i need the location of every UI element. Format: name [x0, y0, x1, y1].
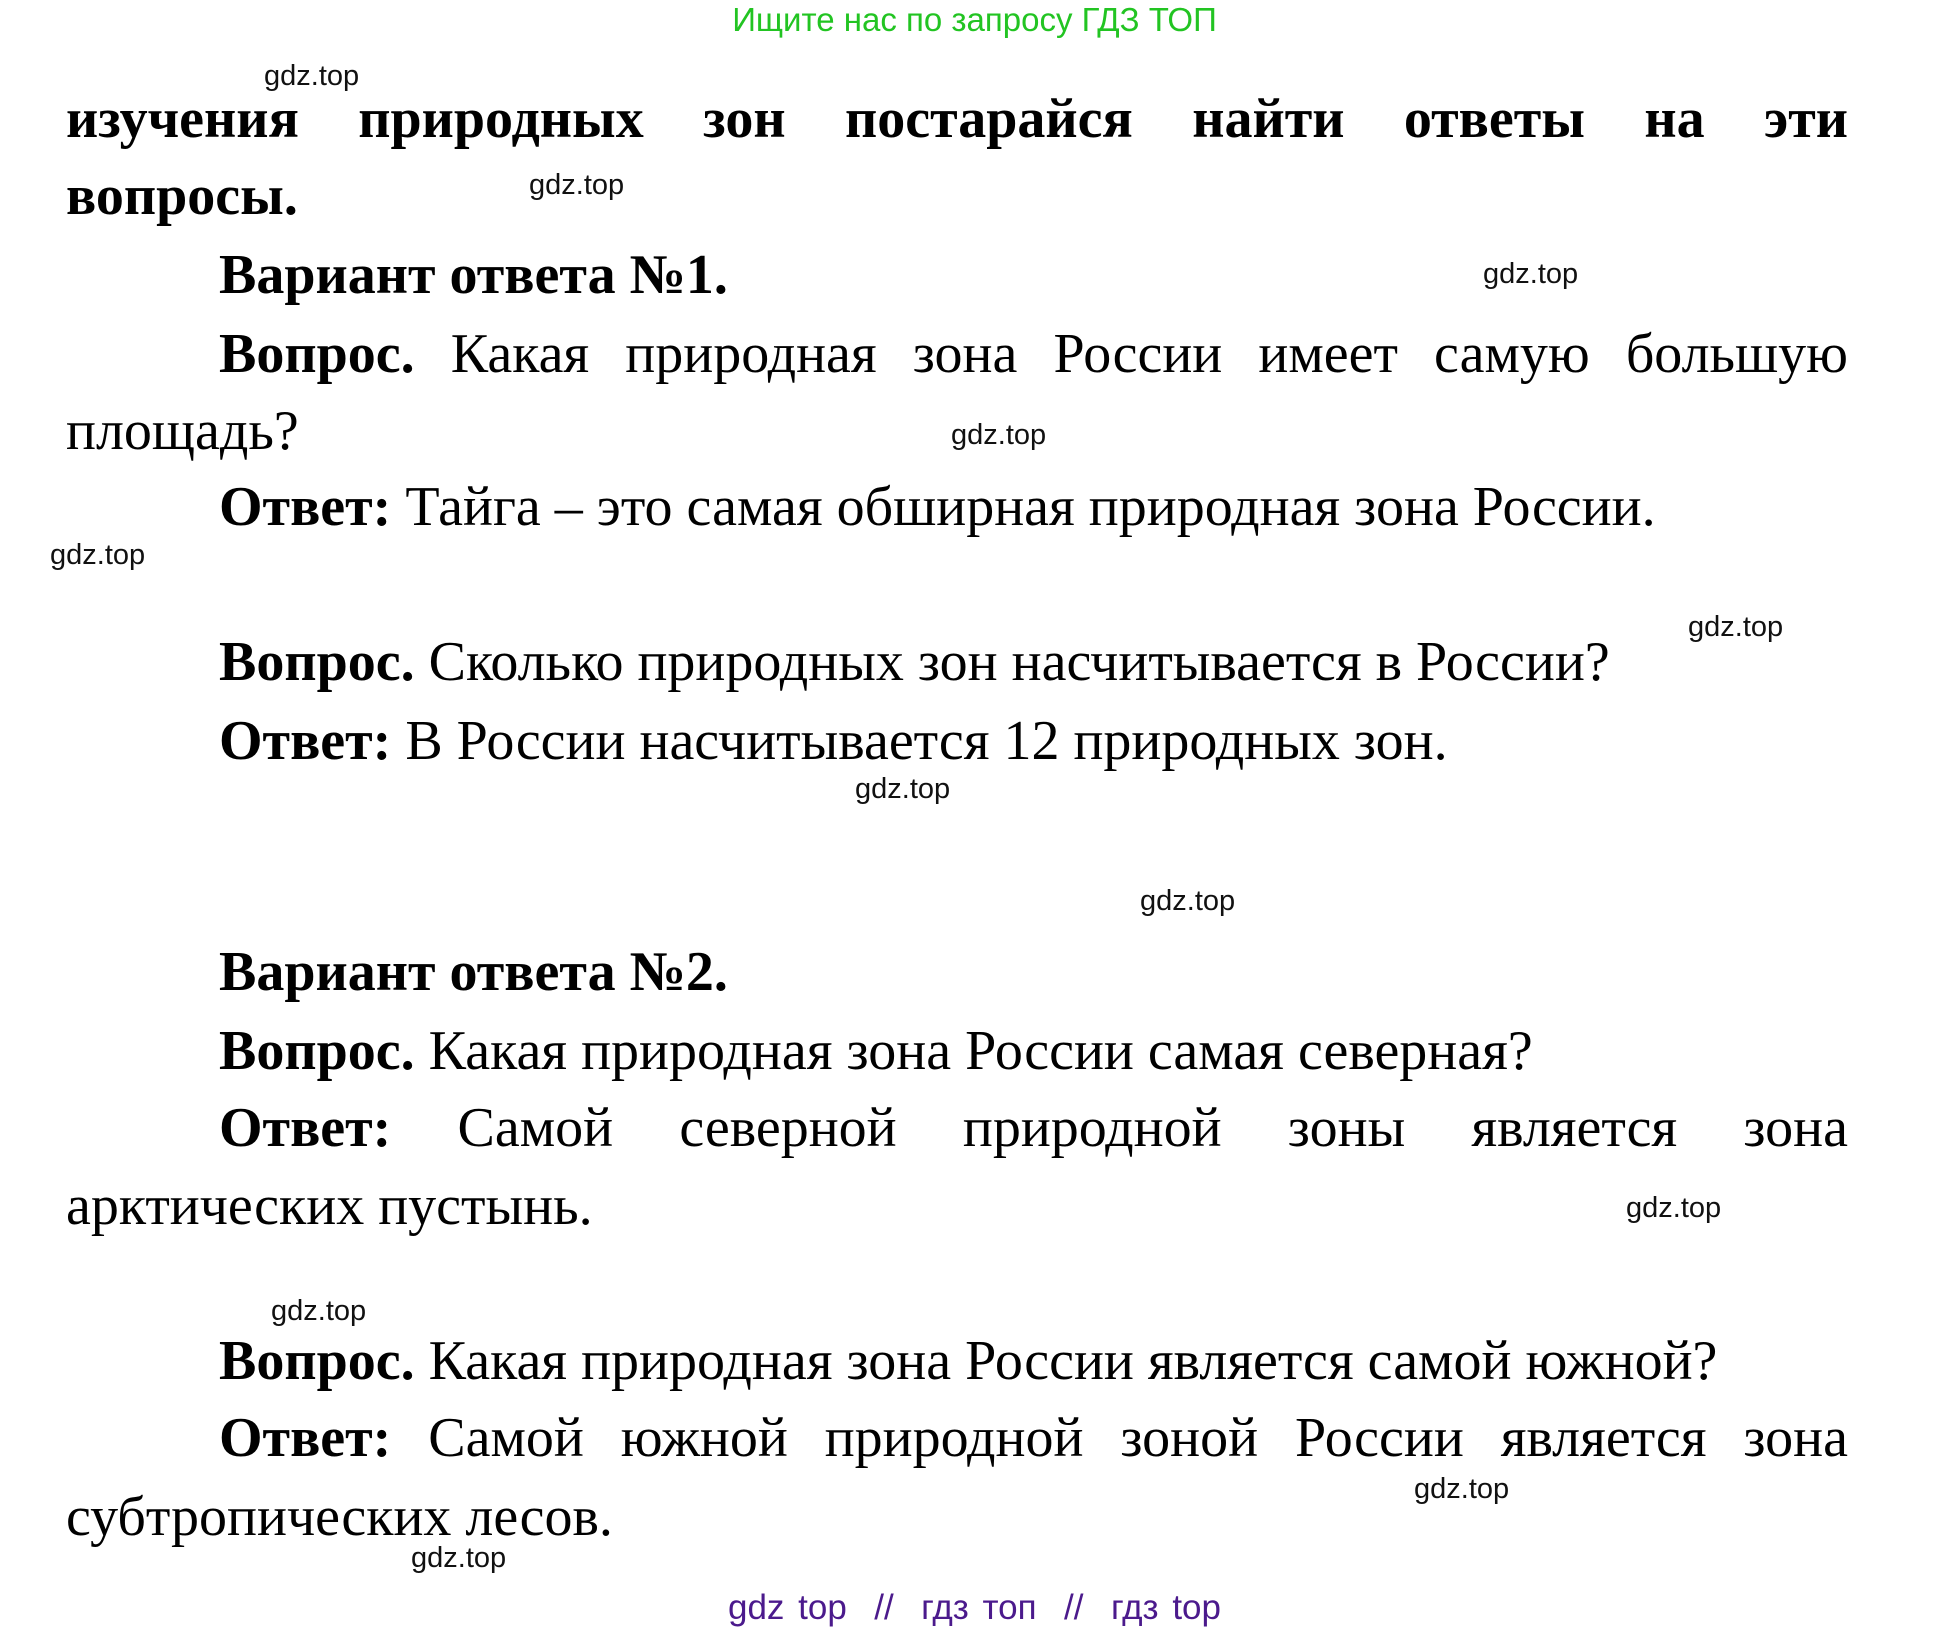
- watermark: gdz.top: [1483, 258, 1579, 290]
- answer-label: Ответ:: [219, 1097, 392, 1159]
- variant-2-question-2: [219, 1326, 1717, 1396]
- watermark: gdz.top: [1140, 885, 1236, 917]
- variant-1-answer-1: [219, 472, 1656, 542]
- watermark: gdz.top: [50, 539, 146, 571]
- question-label: Вопрос.: [219, 1330, 415, 1392]
- watermark: gdz.top: [1414, 1473, 1510, 1505]
- variant-2-answer-1-cont: арктических пустынь.: [66, 1175, 593, 1237]
- variant-2-title: Вариант ответа №2.: [219, 941, 728, 1003]
- question-text: Сколько природных зон насчитывается в России?: [428, 631, 1610, 693]
- answer-label: Ответ:: [219, 1407, 392, 1469]
- question-text: Какая природная зона России самая северная?: [428, 1020, 1533, 1082]
- answer-label: Ответ:: [219, 476, 392, 538]
- question-label: Вопрос.: [219, 1020, 415, 1082]
- answer-text: Самой северной природной зоны является зона: [457, 1097, 1848, 1159]
- intro-line-2: вопросы.: [66, 165, 298, 227]
- watermark: gdz.top: [1688, 611, 1784, 643]
- intro-line-1: изучения природных зон постарайся найти ответы на эти: [66, 88, 1848, 150]
- question-label: Вопрос.: [219, 323, 415, 385]
- question-text: Какая природная зона России является самой южной?: [428, 1330, 1718, 1392]
- variant-1-question-2: [219, 627, 1610, 697]
- variant-1-answer-2: [219, 706, 1448, 776]
- watermark: gdz.top: [411, 1542, 507, 1574]
- watermark: gdz.top: [529, 169, 625, 201]
- answer-label: Ответ:: [219, 710, 392, 772]
- question-text: Какая природная зона России имеет самую большую: [450, 323, 1849, 385]
- question-label: Вопрос.: [219, 631, 415, 693]
- watermark: gdz.top: [271, 1295, 367, 1327]
- search-hint-banner: Ищите нас по запросу ГДЗ ТОП: [732, 1, 1217, 38]
- variant-1-question-1-cont: площадь?: [66, 400, 299, 462]
- variant-2-answer-1: [219, 1093, 1848, 1163]
- watermark: gdz.top: [264, 60, 360, 92]
- variant-1-title: Вариант ответа №1.: [219, 244, 728, 306]
- variant-2-answer-2: [219, 1403, 1848, 1473]
- answer-text: В России насчитывается 12 природных зон.: [405, 710, 1448, 772]
- watermark: gdz.top: [1626, 1192, 1722, 1224]
- footer-links: gdz top // гдз топ // гдз top: [728, 1588, 1221, 1627]
- answer-text: Самой южной природной зоной России является зона: [428, 1407, 1848, 1469]
- variant-2-question-1: [219, 1016, 1533, 1086]
- watermark: gdz.top: [855, 773, 951, 805]
- variant-2-answer-2-cont: субтропических лесов.: [66, 1486, 613, 1548]
- variant-1-question-1: [219, 319, 1848, 389]
- watermark: gdz.top: [951, 419, 1047, 451]
- answer-text: Тайга – это самая обширная природная зона России.: [405, 476, 1656, 538]
